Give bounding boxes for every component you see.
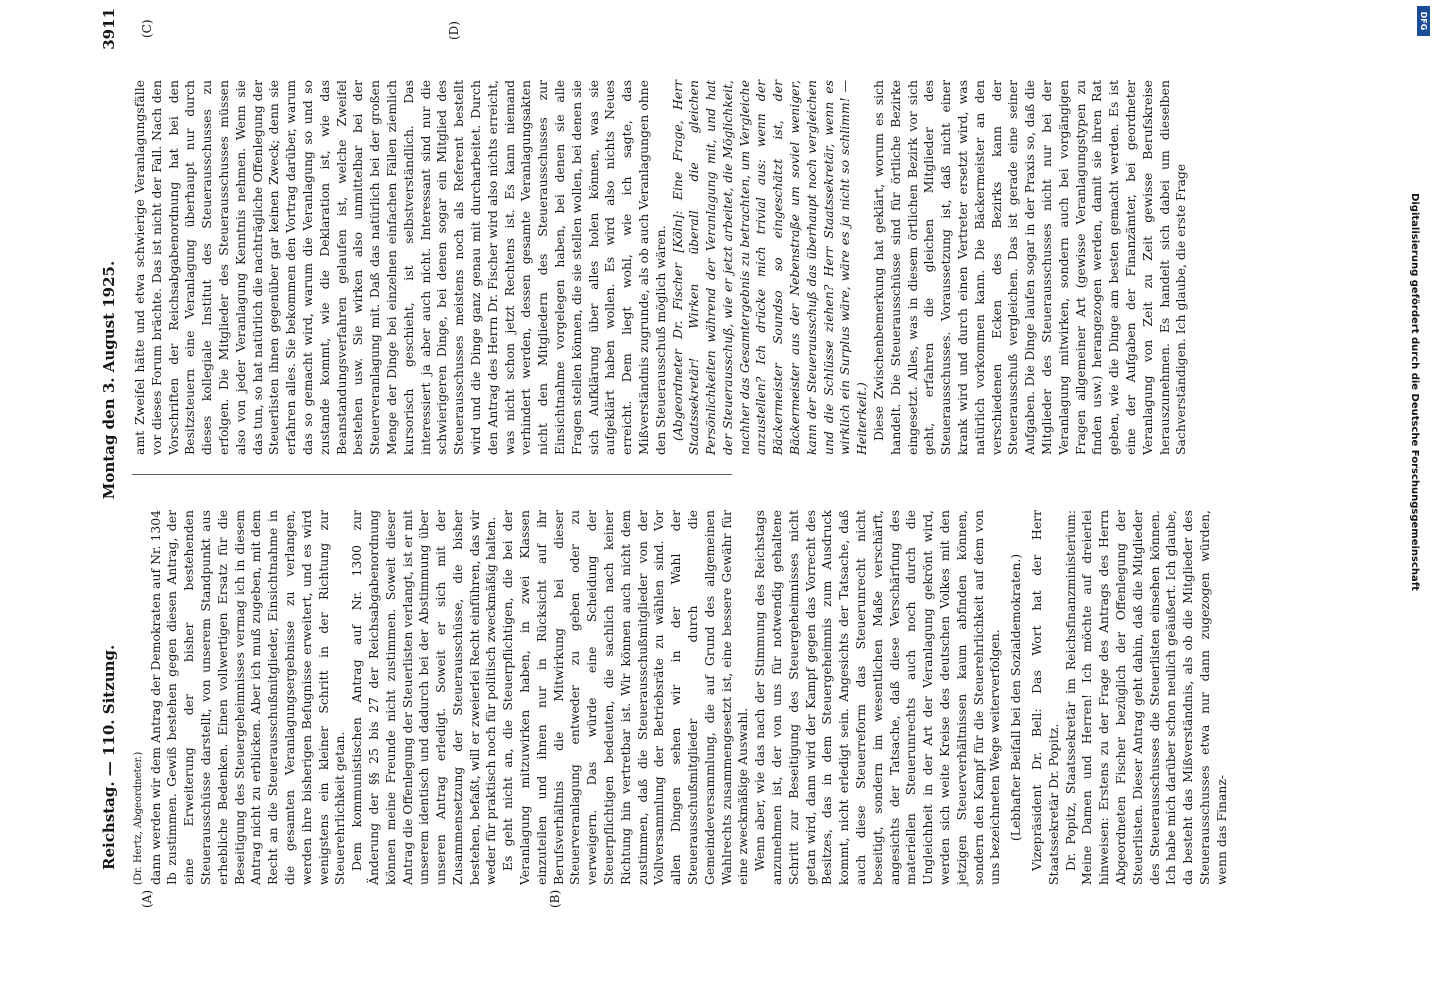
column-right [132, 80, 1189, 455]
paragraph: Dem kommunistischen Antrag auf Nr. 1300 zur Änderung der §§ 25 bis 27 der Reichsabgabenordnung können meine Freunde nicht zustimmen. Soweit dieser Antrag die Offenlegung der Steuerlisten verlangt, ist er mit unserem identisch und dadurch bei der Abstimmung über unseren Antrag erledigt. Soweit er sich mit der Zusammensetzung der Steuerausschüsse, die bisher bestehen, befaßt, will er zweierlei Recht einführen, das wir weder für praktisch noch für politisch zweckmäßig halten. [349, 510, 499, 885]
paragraph: Diese Zwischenbemerkung hat geklärt, worum es sich handelt. Die Steuerausschüsse sind für örtliche Bezirke eingesetzt. Alles, was in diesem örtlichen Bezirk vor sich geht, erfahren die gleichen Mitglieder des Steuerausschusses. Voraussetzung ist, daß nicht einer krank wird und durch einen Vertreter ersetzt wird, was natürlich vorkommen kann. Die Bäckermeister an den verschiedenen Ecken des Bezirks kann der Steuerausschuß vergleichen. Das ist gerade eine seiner Aufgaben. Die Dinge laufen sogar in der Praxis so, daß die Mitglieder des Steuerausschusses nicht nur bei der Veranlagung mitwirken, sondern auch bei vorgängigen Fragen allgemeiner Art (gewisse Veranlagungstypen zu finden usw.) herangezogen werden, damit sie ihren Rat geben, wie die Dinge am besten gemacht werden. Es ist eine der Aufgaben der Finanzämter, bei geordneter Veranlagung von Zeit zu Zeit gewisse Berufskreise herauszunehmen. Es handelt sich dabei um dieselben Sachverständigen. Ich glaube, die erste Frage [871, 80, 1189, 455]
paragraph: amt Zweifel hätte und etwa schwierige Veranlagungsfälle vor dieses Forum brächte. Das ist nicht der Fall. Nach den Vorschriften der Reichsabgabenordnung hat bei den Besitzsteuern eine Veranlagung überhaupt nur durch dieses kollegiale Institut des Steuerausschusses zu erfolgen. Die Mitglieder des Steuerausschusses müssen also von jeder Veranlagung Kenntnis nehmen. Wenn sie das tun, so hat natürlich die nachträgliche Offenlegung der Steuerlisten ihnen gegenüber gar keinen Zweck; denn sie erfahren alles. Sie bekommen den Vortrag darüber, warum das so gemacht wird, warum die Veranlagung so und so zustande kommt, wie die Deklaration ist, wie das Beanstandungsverfahren gelaufen ist, welche Zweifel bestehen usw. Sie wirken also unmittelbar bei der Steuerveranlagung mit. Daß das natürlich bei der großen Menge der Dinge bei einzelnen einfachen Fällen ziemlich kursorisch geschieht, ist selbstverständlich. Das interessiert ja aber auch nicht. Interessant sind nur die schwierigeren Dinge, bei denen sogar ein Mitglied des Steuerausschusses meistens noch als Referent bestellt wird und die Dinge ganz genau mit durcharbeitet. Durch den Antrag des Herrn Dr. Fischer wird also nichts erreicht, was nicht schon jetzt Rechtens ist. Es kann niemand verhindert werden, dessen gesamte Veranlagungsakten nicht den Mitgliedern des Steuerausschusses zur Einsichtnahme vorgelegen haben, bei denen sie alle Fragen stellen können, die sie stellen wollen, bei denen sie sich Aufklärung über alles holen können, was sie aufgeklärt haben wollen. Es wird also nichts Neues erreicht. Dem liegt wohl, wie ich sagte, das Mißverständnis zugrunde, als ob auch Veranlagungen ohne den Steuerausschuß möglich wären. [132, 80, 668, 455]
paragraph: Wenn aber, wie das nach der Stimmung des Reichstags anzunehmen ist, der von uns für notwendig gehaltene Schritt zur Beseitigung des Steuergeheimnisses nicht getan wird, dann wird der Kampf gegen das Vorrecht des Besitzes, das in dem Steuergeheimnis zum Ausdruck kommt, nicht erledigt sein. Angesichts der Tatsache, daß auch diese Steuerreform das Steuerunrecht nicht beseitigt, sondern im wesentlichen Maße verschärft, angesichts der Tatsache, daß diese Verschärfung des materiellen Steuerunrechts auch noch durch die Ungleichheit in der Art der Veranlagung gekrönt wird, werden sich weite Kreise des deutschen Volkes mit den jetzigen Steuerverhältnissen kaum abfinden können, sondern den Kampf für die Steuerehrlichkeit auf dem von uns bezeichneten Wege weiterverfolgen. [752, 510, 1003, 885]
paragraph: dann werden wir dem Antrag der Demokraten auf Nr. 1304 Ib zustimmen. Gewiß bestehen gegen diesen Antrag, der eine Erweiterung der bisher bestehenden Steuerausschüsse darstellt, von unserem Standpunkt aus erhebliche Bedenken. Einen vollwertigen Ersatz für die Beseitigung des Steuergeheimnisses vermag ich in diesem Antrag nicht zu erblicken. Aber ich muß zugeben, mit dem Recht an die Steuerausschußmitglieder, Einsichtnahme in die gesamten Veranlagungsergebnisse zu verlangen, werden ihre bisherigen Befugnisse erweitert, und es wird wenigstens ein kleiner Schritt in der Richtung zur Steuerehrlichkeit getan. [147, 510, 348, 885]
header-page-number: 3911 [100, 8, 118, 50]
margin-marker-c: (C) [140, 19, 154, 38]
paragraph: Es geht nicht an, die Steuerpflichtigen, die bei der Veranlagung mitzuwirken haben, in zwei Klassen einzuteilen und ihnen nur in Rücksicht auf ihr Berufsverhältnis die Mitwirkung bei dieser Steuerveranlagung entweder zu geben oder zu verweigern. Das würde eine Scheidung der Steuerpflichtigen bedeuten, die sachlich nach keiner Richtung hin vertretbar ist. Wir können auch nicht dem zustimmen, daß die Steuerausschußmitglieder von der Vollversammlung der Betriebsräte zu wählen sind. Vor allen Dingen sehen wir in der Wahl der Steuerausschußmitglieder durch die Gemeindeversammlung, die auf Grund des allgemeinen Wahlrechts zusammengesetzt ist, eine bessere Gewähr für eine zweckmäßige Auswahl. [500, 510, 751, 885]
interjection: (Abgeordneter Dr. Fischer [Köln]: Eine Frage, Herr Staatssekretär! Wirken überall die gleichen Persönlichkeiten während der Veranlagung mit, und hat der Steuerausschuß, wie er jetzt arbeitet, die Möglichkeit, nachher das Gesamtergebnis zu betrachten, um Vergleiche anzustellen? Ich drücke mich trivial aus: wenn der Bäckermeister Soundso so eingeschätzt ist, der Bäckermeister aus der Nebenstraße um soviel weniger, kann der Steuerausschuß das überhaupt noch vergleichen und die Schlüsse ziehen? Herr Staatssekretär, wenn es wirklich ein Surplus wäre, wäre es ja nicht so schlimm! — Heiterkeit.) [669, 80, 870, 455]
column-left [132, 510, 1229, 885]
margin-marker-a: (A) [140, 889, 154, 908]
margin-marker-b: (B) [548, 889, 562, 908]
dfg-logo [1417, 6, 1430, 36]
speaker-tag: (Dr. Hertz, Abgeordneter.) [133, 751, 144, 885]
header-date: Montag den 3. August 1925. [100, 260, 118, 500]
dfg-credit: Digitalisierung gefördert durch die Deutsche Forschungsgemeinschaft [1409, 193, 1420, 591]
column-divider [132, 474, 732, 475]
header-session: Reichstag. — 110. Sitzung. [100, 644, 118, 870]
applause-note: (Lebhafter Beifall bei den Sozialdemokraten.) [1008, 553, 1024, 842]
popitz-speech: Dr. Popitz, Staatssekretär im Reichsfinanzministerium: Meine Damen und Herren! Ich möchte auf dreierlei hinweisen: Erstens zu der Frage des Antrags des Herrn Abgeordneten Fischer bezüglich der Offenlegung der Steuerlisten. Dieser Antrag geht dahin, daß die Mitglieder des Steuerausschusses die Steuerlisten einsehen können. Ich habe mich darüber schon neulich geäußert. Ich glaube, da besteht das Mißverständnis, als ob die Mitglieder des Steuerausschusses etwa nur dann zugezogen würden, wenn das Finanz- [1062, 510, 1229, 885]
president-remark: Vizepräsident Dr. Bell: Das Wort hat der Herr Staatssekretär Dr. Popitz. [1028, 510, 1061, 885]
margin-marker-d: (D) [447, 21, 461, 40]
dfg-logo-text: DFG [1419, 11, 1428, 31]
